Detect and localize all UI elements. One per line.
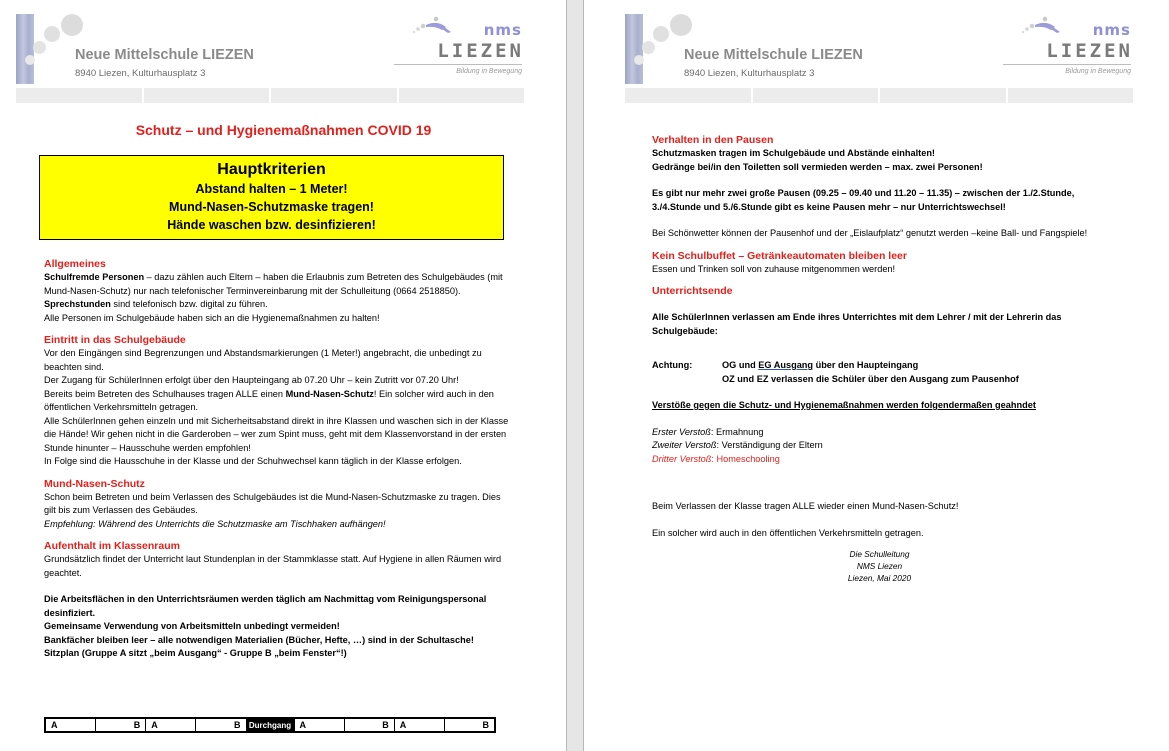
main-criteria-item: Abstand halten – 1 Meter!: [195, 182, 348, 196]
school-name: Neue Mittelschule LIEZEN: [684, 47, 863, 63]
seating-plan-table: [44, 717, 496, 733]
main-criteria-box: [39, 155, 504, 240]
seat-cell-a: A: [146, 719, 196, 731]
achtung-block: [652, 359, 1122, 386]
paragraph: Alle SchülerInnen gehen einzeln und mit Sicherheitsabstand direkt in ihre Klassen und waschen sich in der Klasse die Hände! Wir gehen nicht in die Garderoben – wer zum Spint muss, geht mit dem Klassenvorstand in der ersten Stunde hinunter – Hausschuhe werden empfohlen!: [44, 415, 509, 453]
paragraph: Essen und Trinken soll von zuhause mitgenommen werden!: [652, 263, 896, 274]
letterhead: [625, 14, 1133, 104]
violation-item: [652, 453, 1122, 467]
paragraph: Bankfächer bleiben leer – alle notwendigen Materialien (Bücher, Hefte, …) sind in der Schultasche!: [44, 634, 474, 645]
logo-slogan: Bildung in Bewegung: [456, 68, 522, 75]
document-page-2: [583, 0, 1169, 751]
section-heading-pausen: Verhalten in den Pausen: [652, 134, 774, 146]
bold-text: Schulfremde Personen: [44, 272, 145, 282]
paragraph: Die Arbeitsflächen in den Unterrichtsräumen werden täglich am Nachmittag vom Reinigungspersonal desinfiziert.: [44, 594, 487, 618]
paragraph: Grundsätzlich findet der Unterricht laut Stundenplan in der Stammklasse statt. Auf Hygiene in allen Räumen wird geachtet.: [44, 554, 502, 578]
logo-slogan: Bildung in Bewegung: [1065, 68, 1131, 75]
achtung-text: [722, 359, 1019, 386]
logo-nms-text: nms: [1092, 21, 1131, 39]
paragraph: In Folge sind die Hausschuhe in der Klasse und der Schuhwechsel kann täglich in der Klasse erfolgen.: [44, 456, 462, 466]
seat-cell-b: B: [482, 720, 490, 730]
seat-cell-a: A: [295, 719, 345, 731]
violation-label: Zweiter Verstoß: [652, 440, 717, 450]
bold-text: Sprechstunden: [44, 299, 111, 309]
section-heading-buffet: Kein Schulbuffet – Getränkeautomaten bleiben leer: [652, 249, 907, 262]
text: OZ und EZ verlassen die Schüler über den Ausgang zum Pausenhof: [722, 373, 1019, 384]
school-logo: [1001, 14, 1133, 84]
logo-rule: [1003, 64, 1131, 65]
school-name: Neue Mittelschule LIEZEN: [75, 47, 254, 63]
underlined-text: EG Ausgang: [758, 360, 814, 370]
seat-cell-b: B: [345, 719, 395, 731]
violation-consequence: : Homeschooling: [711, 453, 780, 464]
runner-logo-icon: [412, 16, 456, 36]
signature-line: NMS Liezen: [856, 561, 903, 571]
signature-line: Liezen, Mai 2020: [847, 573, 912, 583]
paragraph: Ein solcher wird auch in den öffentlichen Verkehrsmitteln getragen.: [652, 527, 924, 538]
page1-body: [44, 257, 514, 661]
paragraph: Schon beim Betreten und beim Verlassen des Schulgebäudes ist die Mund-Nasen-Schutzmaske zu tragen. Dies gilt bis zum Verlassen des Gebäudes.: [44, 491, 501, 515]
decor-dot: [634, 55, 644, 65]
paragraph: Vor den Eingängen sind Begrenzungen und Abstandsmarkierungen (1 Meter!) angebracht, die unbedingt zu beachten sind.: [44, 348, 482, 372]
violation-item: [652, 439, 1122, 453]
text: ! Ein solcher wird auch in den öffentlichen Verkehrsmitteln getragen.: [44, 388, 494, 412]
decor-dot: [642, 41, 655, 54]
text: sind telefonisch bzw. digital zu führen.: [110, 299, 268, 309]
paragraph: [44, 388, 514, 415]
seat-cell-a: A: [395, 719, 445, 731]
paragraph: Beim Verlassen der Klasse tragen ALLE wieder einen Mund-Nasen-Schutz!: [652, 501, 959, 511]
school-address: 8940 Liezen, Kulturhausplatz 3: [684, 68, 815, 79]
main-criteria-item: Mund-Nasen-Schutzmaske tragen!: [169, 200, 374, 214]
recommendation: Empfehlung: Während des Unterrichts die Schutzmaske am Tischhaken aufhängen!: [44, 518, 386, 529]
paragraph: Sitzplan (Gruppe A sitzt „beim Ausgang“ - Gruppe B „beim Fenster“!): [44, 648, 347, 658]
paragraph: Der Zugang für SchülerInnen erfolgt über den Haupteingang ab 07.20 Uhr – kein Zutritt vor 07.20 Uhr!: [44, 375, 459, 385]
text: OG und: [722, 360, 759, 370]
signature-line: Die Schulleitung: [849, 549, 910, 559]
paragraph: [44, 271, 514, 298]
decor-dot: [33, 41, 46, 54]
section-heading-allgemeines: Allgemeines: [44, 258, 106, 270]
letterhead-band: [625, 88, 1133, 103]
section-heading-eintritt: Eintritt in das Schulgebäude: [44, 334, 186, 346]
paragraph: Gemeinsame Verwendung von Arbeitsmitteln unbedingt vermeiden!: [44, 621, 340, 631]
section-heading-unterrichtsende: Unterrichtsende: [652, 285, 733, 297]
main-criteria-item: Hände waschen bzw. desinfizieren!: [167, 218, 376, 232]
decor-dot: [670, 14, 692, 36]
paragraph: Es gibt nur mehr zwei große Pausen (09.25 – 09.40 und 11.20 – 11.35) – zwischen der 1./2.Stunde, 3./4.Stunde und 5./6.Stunde gibt es keine Pausen mehr – nur Unterrichtswechsel!: [652, 188, 1075, 212]
seat-cell-aisle: Durchgang: [247, 719, 295, 731]
runner-logo-icon: [1021, 16, 1065, 36]
letterhead-decor-bar: [625, 14, 643, 84]
letterhead-decor-bar: [16, 14, 34, 84]
paragraph: Schutzmasken tragen im Schulgebäude und Abstände einhalten!: [652, 148, 935, 158]
text: über den Haupteingang: [813, 360, 919, 370]
violation-label: Erster Verstoß: [652, 426, 711, 437]
school-address: 8940 Liezen, Kulturhausplatz 3: [75, 68, 206, 79]
logo-liezen-text: LIEZEN: [1046, 40, 1133, 62]
seat-cell-a: A: [46, 719, 96, 731]
section-heading-klassenraum: Aufenthalt im Klassenraum: [44, 540, 180, 552]
violations-heading: Verstöße gegen die Schutz- und Hygienemaßnahmen werden folgendermaßen geahndet: [652, 400, 1036, 410]
decor-dot: [25, 55, 35, 65]
paragraph: Gedränge bei/in den Toiletten soll vermieden werden – max. zwei Personen!: [652, 161, 983, 172]
logo-rule: [394, 64, 522, 65]
logo-nms-text: nms: [483, 21, 522, 39]
school-logo: [392, 14, 524, 84]
document-title: Schutz – und Hygienemaßnahmen COVID 19: [135, 122, 432, 138]
paragraph: Bei Schönwetter können der Pausenhof und der „Eislaufplatz“ genutzt werden –keine Ball- und Fangspiele!: [652, 228, 1088, 238]
paragraph: Alle Personen im Schulgebäude haben sich an die Hygienemaßnahmen zu halten!: [44, 312, 380, 323]
logo-liezen-text: LIEZEN: [437, 40, 524, 62]
text: – dazu zählen auch Eltern – haben die Erlaubnis zum Betreten des Schulgebäudes (mit Mund-Nasen-Schutz) nur nach telefonischer Terminvereinbarung mit der Schulleitung (0664 2518850).: [44, 272, 503, 296]
violation-label: Dritter Verstoß: [652, 453, 712, 464]
decor-dot: [44, 26, 60, 42]
violation-consequence: : Verständigung der Eltern: [716, 440, 823, 450]
violation-item: [652, 426, 1122, 440]
signature-block: [637, 548, 1122, 584]
section-heading-mns: Mund-Nasen-Schutz: [44, 477, 145, 490]
violation-consequence: : Ermahnung: [710, 426, 764, 437]
document-page-1: [0, 0, 567, 751]
letterhead-band: [16, 88, 524, 103]
decor-dot: [61, 14, 83, 36]
bold-text: Mund-Nasen-Schutz: [285, 388, 374, 399]
page2-body: [652, 133, 1122, 584]
seat-cell-b: B: [196, 719, 246, 731]
paragraph: Alle SchülerInnen verlassen am Ende ihres Unterrichtes mit dem Lehrer / mit der Lehrerin das Schulgebäude:: [652, 312, 1062, 336]
achtung-label: Achtung:: [652, 360, 693, 370]
main-criteria-heading: Hauptkriterien: [217, 161, 326, 178]
text: Bereits beim Betreten des Schulhauses tragen ALLE einen: [44, 388, 286, 399]
decor-dot: [653, 26, 669, 42]
seat-cell-b: B: [96, 719, 146, 731]
paragraph: [44, 298, 514, 312]
letterhead: [16, 14, 524, 104]
